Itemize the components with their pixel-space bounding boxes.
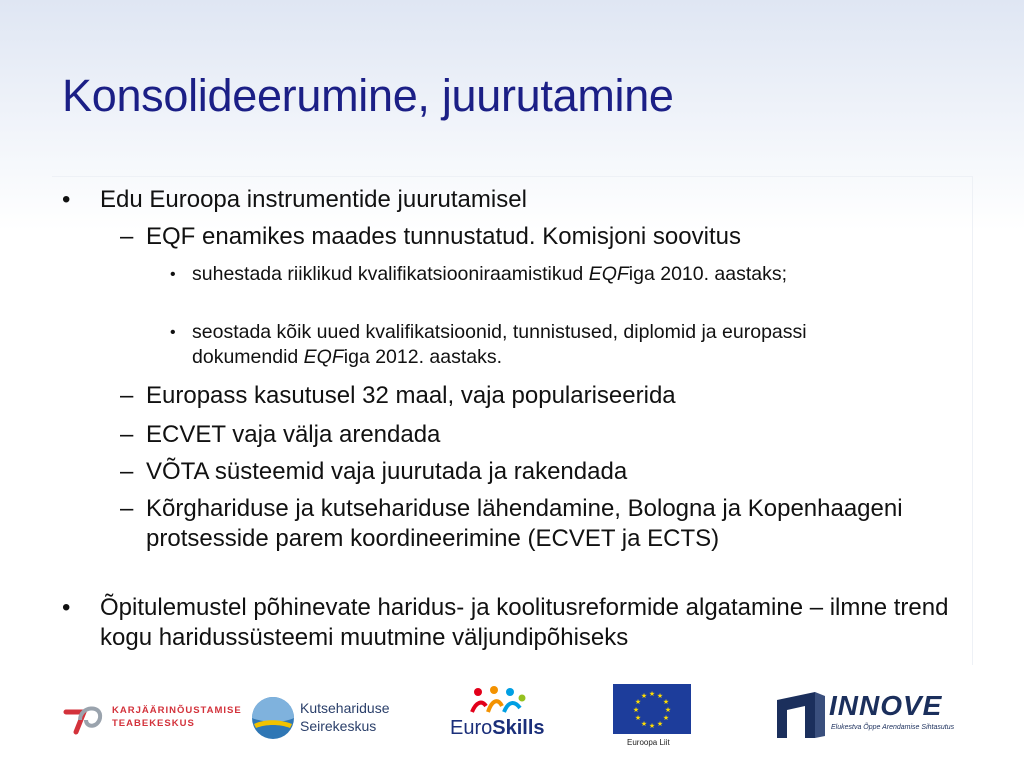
svg-text:★: ★ (648, 722, 656, 730)
euroskills-euro: Euro (450, 717, 493, 739)
svg-text:★: ★ (632, 706, 640, 714)
sub-bullet-item (120, 457, 946, 487)
text-part: iga 2010. aastaks; (628, 263, 788, 285)
svg-text:★: ★ (634, 714, 642, 722)
sub-sub-bullet-item (170, 262, 892, 287)
svg-text:★: ★ (640, 720, 648, 728)
sub-sub-bullet-text (192, 320, 892, 370)
slide-title: Konsolideerumine, juurutamine (62, 70, 674, 121)
svg-text:★: ★ (656, 720, 664, 728)
text-part: iga 2012. aastaks. (343, 346, 503, 368)
svg-text:★: ★ (662, 714, 670, 722)
dash-marker: – (120, 458, 134, 485)
emphasis-eqf: EQF (303, 346, 344, 368)
bullet-marker: • (170, 266, 176, 283)
sub-bullet-item (120, 222, 946, 252)
sub-bullet-item (120, 381, 946, 411)
dash-marker: – (120, 495, 134, 522)
sub-bullet-item (120, 420, 946, 450)
logo-seirekeskus (250, 692, 410, 744)
bullet-marker: • (62, 594, 71, 621)
logo-euroskills (450, 684, 552, 742)
bullet-item (62, 593, 970, 653)
bullet-text: Edu Euroopa instrumentide juurutamisel (100, 186, 527, 213)
bullet-text: Õpitulemustel põhinevate haridus- ja koolitusreformide algatamine – ilmne trend kogu haridussüsteemi muutmine väljundipõhiseks (100, 594, 949, 651)
euroskills-figures-icon (468, 684, 528, 718)
seirekeskus-circle-icon (250, 695, 296, 741)
sub-sub-bullet-text (192, 262, 892, 287)
eu-flag-icon (613, 684, 691, 734)
bullet-marker: • (170, 324, 176, 341)
sub-bullet-text: ECVET vaja välja arendada (146, 421, 441, 448)
seirekeskus-line1: Kutsehariduse (300, 700, 390, 716)
text-part: suhestada riiklikud kvalifikatsiooniraamistikud (192, 263, 589, 285)
text-part: seostada kõik uued kvalifikatsioonid, tunnistused, diplomid ja europassi dokumendid (192, 321, 807, 368)
innove-doorway-icon (775, 690, 827, 740)
dash-marker: – (120, 223, 134, 250)
sub-bullet-text: VÕTA süsteemid vaja juurutada ja rakendada (146, 458, 628, 485)
dash-marker: – (120, 382, 134, 409)
kariaar-line1: KARJÄÄRINÕUSTAMISE (112, 705, 242, 716)
euroskills-skills: Skills (492, 717, 545, 739)
innove-name: INNOVE (829, 690, 943, 721)
sub-bullet-item (120, 494, 936, 554)
svg-text:★: ★ (640, 692, 648, 700)
kariaar-swirl-icon (62, 698, 106, 738)
logo-kariaar (62, 696, 242, 740)
svg-text:★: ★ (662, 698, 670, 706)
bullet-item (62, 185, 980, 215)
euroskills-wordmark (450, 717, 545, 740)
innove-tagline: Elukestva Õppe Arendamise Sihtasutus (831, 724, 955, 731)
eu-caption: Euroopa Liit (627, 738, 670, 747)
emphasis-eqf: EQF (588, 263, 629, 285)
bullet-marker: • (62, 186, 71, 213)
svg-text:★: ★ (634, 698, 642, 706)
svg-text:★: ★ (656, 692, 664, 700)
sub-bullet-text: Kõrghariduse ja kutsehariduse lähendamine, Bologna ja Kopenhaageni protsesside parem koordineerimine (ECVET ja ECTS) (146, 495, 903, 552)
sub-sub-bullet-item (170, 320, 892, 370)
logo-eu (612, 684, 692, 750)
sub-bullet-text: Europass kasutusel 32 maal, vaja populariseerida (146, 382, 676, 409)
kariaar-line2: TEABEKESKUS (112, 718, 195, 729)
dash-marker: – (120, 421, 134, 448)
svg-text:★: ★ (664, 706, 672, 714)
svg-text:★: ★ (648, 690, 656, 698)
sub-bullet-text: EQF enamikes maades tunnustatud. Komisjoni soovitus (146, 223, 741, 250)
seirekeskus-line2: Seirekeskus (300, 718, 377, 734)
logo-innove (775, 688, 975, 742)
